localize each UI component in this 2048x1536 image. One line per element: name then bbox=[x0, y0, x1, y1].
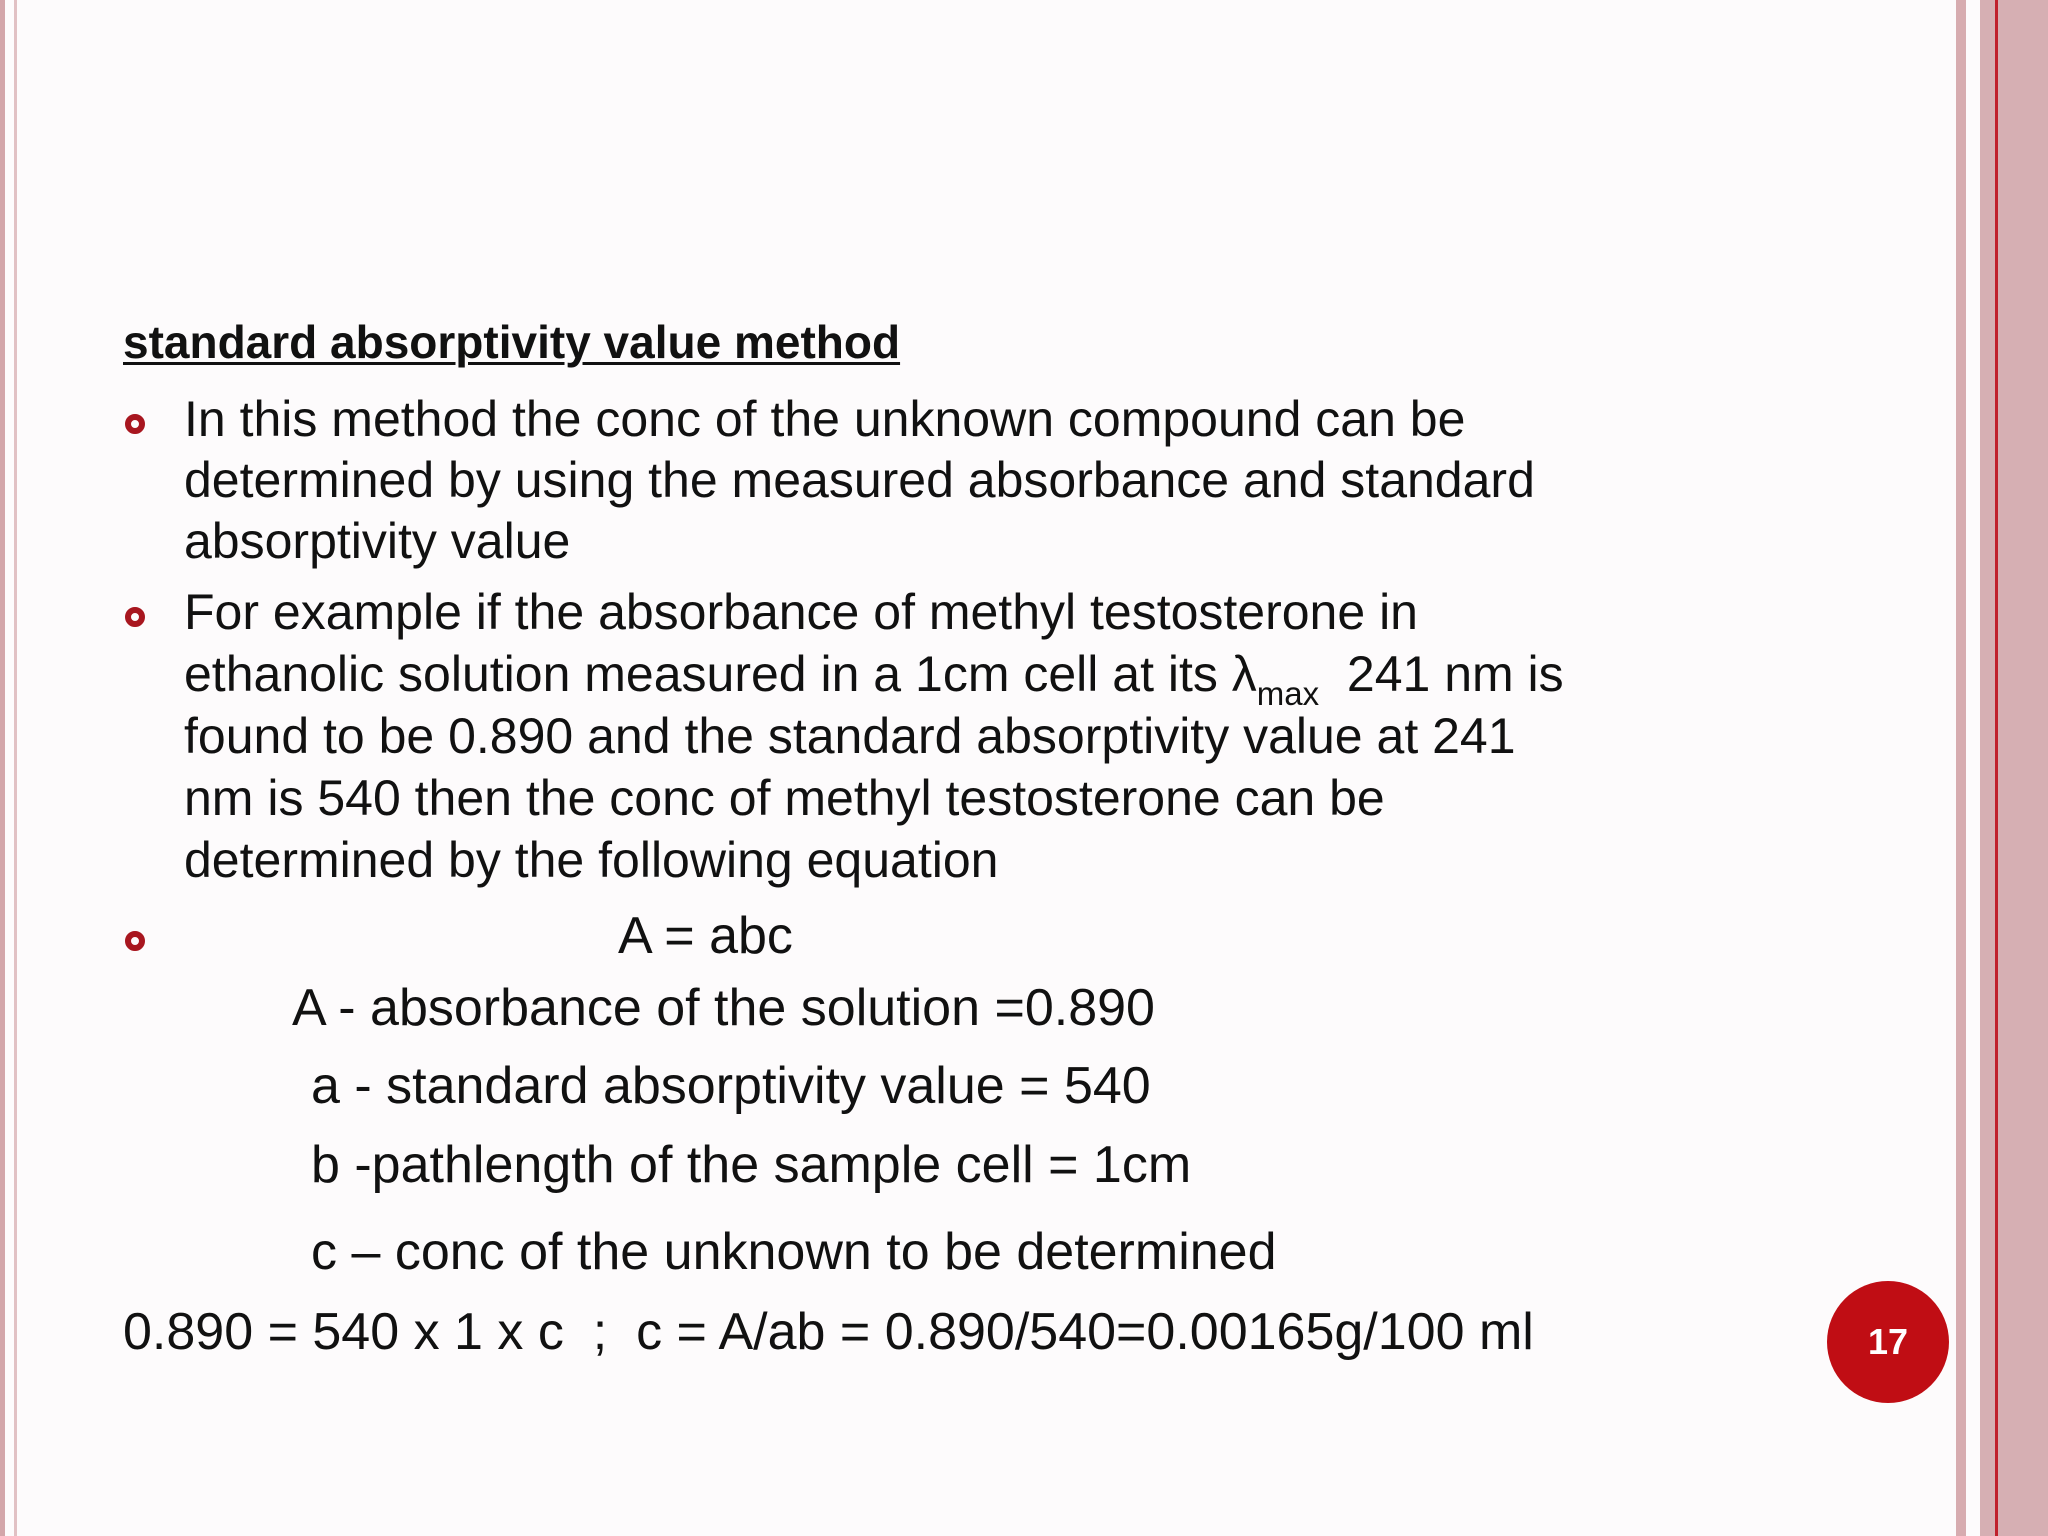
slide-title: standard absorptivity value method bbox=[123, 316, 901, 368]
right-border-accent-line bbox=[1995, 0, 1998, 1536]
beer-lambert-equation: A = abc bbox=[618, 907, 793, 965]
bullet-2-line-5: determined by the following equation bbox=[184, 832, 999, 888]
bullet-1-line-1: In this method the conc of the unknown compound can be bbox=[184, 391, 1466, 447]
definition-concentration: c – conc of the unknown to be determined bbox=[311, 1223, 1277, 1281]
bullet-icon bbox=[125, 414, 145, 434]
bullet-icon bbox=[125, 931, 145, 951]
page-number-badge: 17 bbox=[1827, 1281, 1949, 1403]
definition-pathlength: b -pathlength of the sample cell = 1cm bbox=[311, 1136, 1192, 1194]
left-border-outer bbox=[0, 0, 5, 1536]
right-border-band bbox=[1980, 0, 2048, 1536]
definition-absorptivity: a - standard absorptivity value = 540 bbox=[311, 1057, 1151, 1115]
lambda-max-subscript: max bbox=[1256, 675, 1320, 712]
bullet-paragraph-2 bbox=[184, 582, 1804, 892]
lambda-prefix: ethanolic solution measured in a 1cm cell at its λ bbox=[184, 646, 1257, 702]
definition-absorbance: A - absorbance of the solution =0.890 bbox=[292, 979, 1155, 1037]
right-border-stripe bbox=[1956, 0, 1966, 1536]
bullet-icon bbox=[125, 607, 145, 627]
bullet-1-line-3: absorptivity value bbox=[184, 513, 571, 569]
bullet-2-line-1: For example if the absorbance of methyl testosterone in bbox=[184, 584, 1418, 640]
bullet-2-line-4: nm is 540 then the conc of methyl testosterone can be bbox=[184, 770, 1385, 826]
calculation-line: 0.890 = 540 x 1 x c ; c = A/ab = 0.890/540=0.00165g/100 ml bbox=[123, 1303, 1534, 1361]
wavelength-suffix: 241 nm is bbox=[1319, 646, 1564, 702]
bullet-1-line-2: determined by using the measured absorbance and standard bbox=[184, 452, 1535, 508]
bullet-paragraph-1 bbox=[184, 389, 1744, 572]
left-border-inner bbox=[14, 0, 17, 1536]
bullet-2-line-3: found to be 0.890 and the standard absorptivity value at 241 bbox=[184, 708, 1516, 764]
bullet-2-line-2 bbox=[184, 644, 1804, 712]
